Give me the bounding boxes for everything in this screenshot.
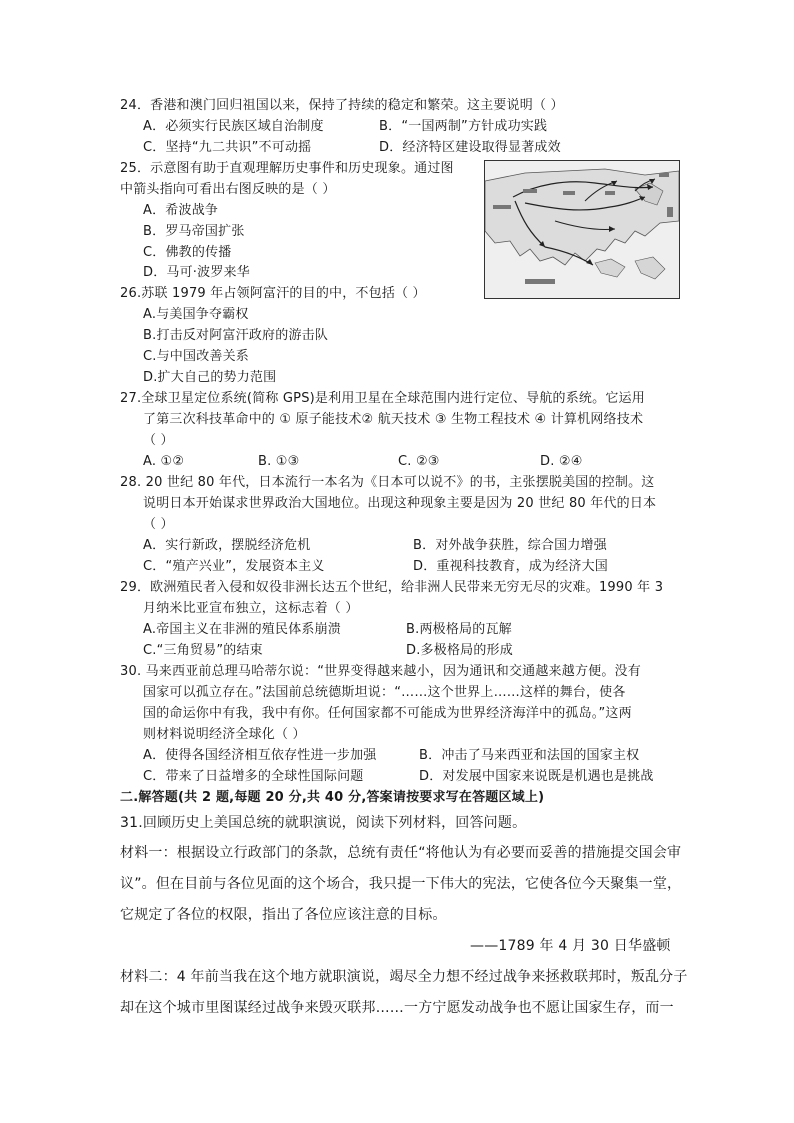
q29-option-d: D.多极格局的形成 <box>406 643 513 658</box>
q27-stem-line1: 27.全球卫星定位系统(简称 GPS)是利用卫星在全球范围内进行定位、导航的系统。它运用 <box>120 391 645 406</box>
q24-option-c: C．坚持“九二共识”不可动摇 <box>143 140 312 155</box>
q31-material2-line2: 却在这个城市里图谋经过战争来毁灭联邦……一方宁愿发动战争也不愿让国家生存，而一 <box>120 1000 674 1016</box>
q24-option-d: D．经济特区建设取得显著成效 <box>379 140 561 155</box>
q30-option-b: B．冲击了马来西亚和法国的国家主权 <box>419 748 640 763</box>
q30-stem-line1: 30. 马来西亚前总理马哈蒂尔说：“世界变得越来越小，因为通讯和交通越来越方便。没有 <box>120 664 641 679</box>
q28-option-a: A．实行新政，摆脱经济危机 <box>143 538 311 553</box>
q28-option-b: B．对外战争获胜，综合国力增强 <box>413 538 607 553</box>
q30-stem-line2: 国家可以孤立存在。”法国前总统德斯坦说：“……这个世界上……这样的舞台，使各 <box>143 685 626 700</box>
q24-option-b: B．“一国两制”方针成功实践 <box>379 119 548 134</box>
section-2-heading: 二.解答题(共 2 题,每题 20 分,共 40 分,答案请按要求写在答题区域上) <box>120 790 545 805</box>
q24-stem: 24．香港和澳门回归祖国以来，保持了持续的稳定和繁荣。这主要说明（ ） <box>120 98 564 113</box>
q29-stem-line1: 29．欧洲殖民者入侵和奴役非洲长达五个世纪，给非洲人民带来无穷无尽的灾难。1990 年 3 <box>120 580 664 595</box>
q31-material2-line1: 材料二：4 年前当我在这个地方就职演说，竭尽全力想不经过战争来拯救联邦时，叛乱分子 <box>120 969 688 985</box>
map-drawing <box>485 161 679 298</box>
q27-stem-line2: 了第三次科技革命中的 ① 原子能技术② 航天技术 ③ 生物工程技术 ④ 计算机网络技术 <box>143 412 644 427</box>
q28-stem-line1: 28. 20 世纪 80 年代，日本流行一本名为《日本可以说不》的书，主张摆脱美国的控制。这 <box>120 475 655 490</box>
q29-option-c: C.“三角贸易”的结束 <box>143 643 263 658</box>
q31-material1-line2: 议”。但在目前与各位见面的这个场合，我只提一下伟大的宪法，它使各位今天聚集一堂， <box>120 876 682 892</box>
q28-stem-line2: 说明日本开始谋求世界政治大国地位。出现这种现象主要是因为 20 世纪 80 年代的日本 <box>143 496 657 511</box>
q25-option-b: B．罗马帝国扩张 <box>143 224 245 239</box>
q25-option-c: C．佛教的传播 <box>143 245 232 260</box>
q25-option-a: A．希波战争 <box>143 203 219 218</box>
q26-stem: 26.苏联 1979 年占领阿富汗的目的中，不包括（ ） <box>120 286 426 301</box>
buddhism-spread-map <box>484 160 680 299</box>
q24-option-a: A．必须实行民族区域自治制度 <box>143 119 324 134</box>
q26-option-d: D.扩大自己的势力范围 <box>143 370 277 385</box>
q25-option-d: D．马可·波罗来华 <box>143 265 250 280</box>
q25-stem-line1: 25．示意图有助于直观理解历史事件和历史现象。通过图 <box>120 161 454 176</box>
q31-material1-source: ——1789 年 4 月 30 日华盛顿 <box>470 938 671 954</box>
q26-option-a: A.与美国争夺霸权 <box>143 307 249 322</box>
q26-option-c: C.与中国改善关系 <box>143 349 250 364</box>
q28-stem-line3: （ ） <box>143 517 174 532</box>
q30-option-a: A．使得各国经济相互依存性进一步加强 <box>143 748 377 763</box>
q29-option-b: B.两极格局的瓦解 <box>406 622 512 637</box>
q27-option-b: B. ①③ <box>258 454 300 469</box>
q28-option-d: D．重视科技教育，成为经济大国 <box>413 559 609 574</box>
q25-stem-line2: 中箭头指向可看出右图反映的是（ ） <box>120 182 336 197</box>
q26-option-b: B.打击反对阿富汗政府的游击队 <box>143 328 329 343</box>
q30-option-d: D．对发展中国家来说既是机遇也是挑战 <box>419 769 654 784</box>
q27-option-c: C. ②③ <box>398 454 440 469</box>
q31-stem: 31.回顾历史上美国总统的就职演说，阅读下列材料，回答问题。 <box>120 815 527 831</box>
q27-option-d: D. ②④ <box>540 454 583 469</box>
q29-option-a: A.帝国主义在非洲的殖民体系崩溃 <box>143 622 341 637</box>
q29-stem-line2: 月纳米比亚宣布独立，这标志着（ ） <box>143 601 359 616</box>
q30-stem-line4: 则材料说明经济全球化（ ） <box>143 727 306 742</box>
q30-stem-line3: 国的命运你中有我，我中有你。任何国家都不可能成为世界经济海洋中的孤岛。”这两 <box>143 706 632 721</box>
q30-option-c: C．带来了日益增多的全球性国际问题 <box>143 769 364 784</box>
q27-stem-line3: （ ） <box>143 433 174 448</box>
q31-material1-line1: 材料一：根据设立行政部门的条款，总统有责任“将他认为有必要而妥善的措施提交国会审 <box>120 845 682 861</box>
q31-material1-line3: 它规定了各位的权限，指出了各位应该注意的目标。 <box>120 907 447 923</box>
q28-option-c: C．“殖产兴业”，发展资本主义 <box>143 559 325 574</box>
q27-option-a: A. ①② <box>143 454 185 469</box>
